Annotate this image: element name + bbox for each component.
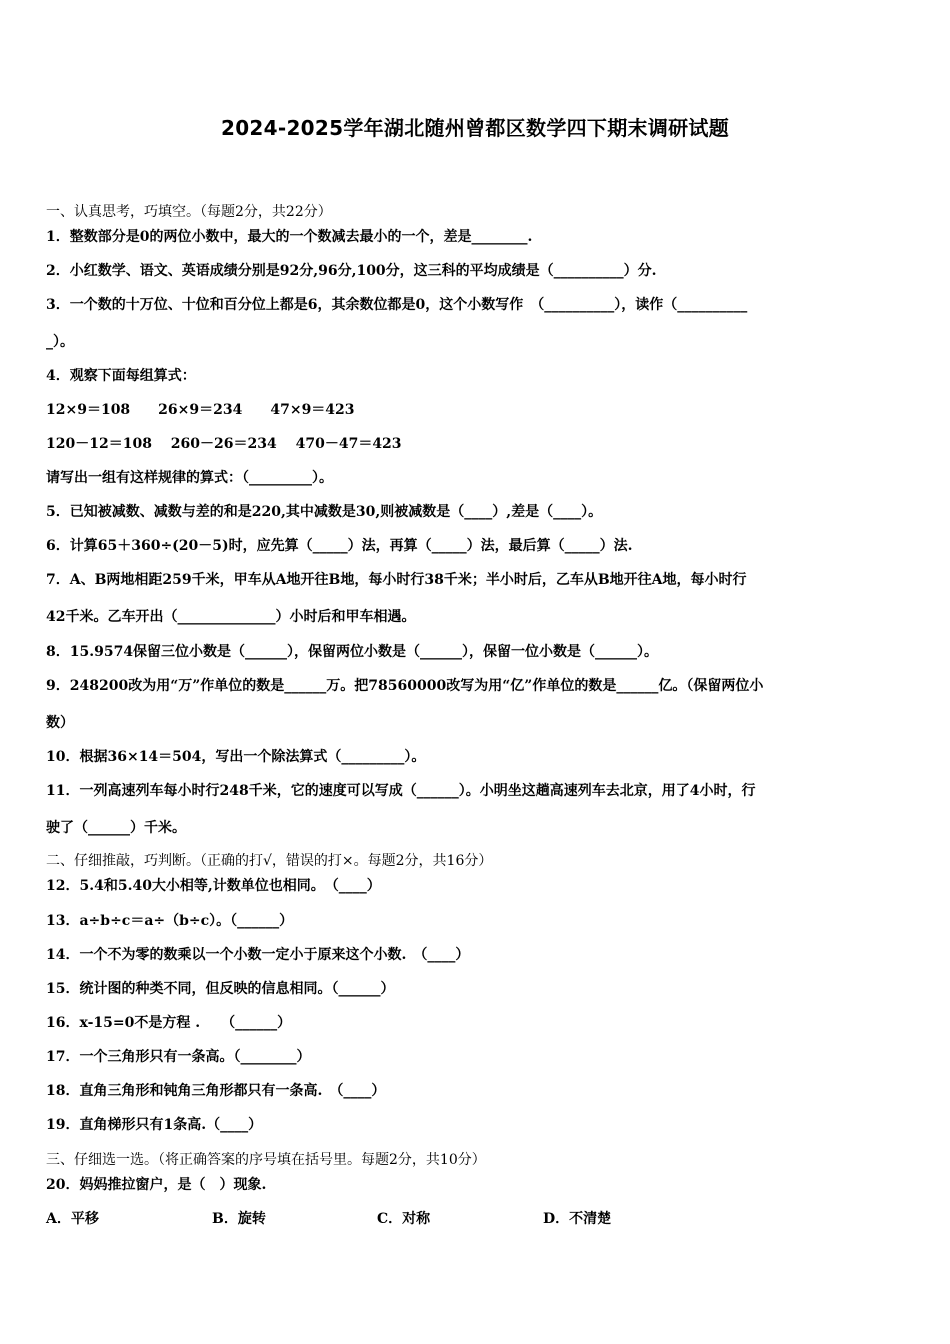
- question-15: 15．统计图的种类不同，但反映的信息相同。（______）: [46, 981, 395, 997]
- question-7: 7．A、B两地相距259千米，甲车从A地开往B地，每小时行38千米；半小时后，乙车从B地开往A地，每小时行: [46, 572, 747, 588]
- section-1-heading: 一、认真思考，巧填空。（每题2分，共22分）: [46, 204, 332, 220]
- question-3-cont: _）。: [46, 334, 74, 350]
- question-16: 16．x-15=0不是方程 . （______）: [46, 1015, 292, 1031]
- option-b: B．旋转: [212, 1211, 266, 1227]
- question-6: 6．计算65＋360÷(20－5)时，应先算（_____）法，再算（_____）法，最后算（_____）法.: [46, 538, 633, 554]
- question-13: 13．a÷b÷c＝a÷（b÷c）。（______）: [46, 913, 294, 929]
- question-9: 9．248200改为用“万”作单位的数是______万。把78560000改写为用“亿”作单位的数是______亿。（保留两位小: [46, 678, 764, 694]
- question-17: 17．一个三角形只有一条高。（________）: [46, 1049, 311, 1065]
- section-2-heading: 二、仔细推敲，巧判断。（正确的打√，错误的打×。每题2分，共16分）: [46, 853, 493, 869]
- question-20: 20．妈妈推拉窗户，是（ ）现象.: [46, 1177, 267, 1193]
- question-19: 19．直角梯形只有1条高.（____）: [46, 1117, 263, 1133]
- question-4: 4．观察下面每组算式：: [46, 368, 196, 384]
- question-4-row-2: 120－12＝108 260－26＝234 470－47＝423: [46, 436, 402, 452]
- question-4-prompt: 请写出一组有这样规律的算式：（_________）。: [46, 470, 333, 486]
- question-9-cont: 数）: [46, 715, 74, 731]
- question-11: 11．一列高速列车每小时行248千米，它的速度可以写成（______）。小明坐这趟高速列车去北京，用了4小时，行: [46, 783, 756, 799]
- page-title: 2024-2025学年湖北随州曾都区数学四下期末调研试题: [220, 116, 730, 140]
- option-c: C．对称: [377, 1211, 431, 1227]
- question-11-cont: 驶了（______）千米。: [46, 820, 186, 836]
- question-1: 1．整数部分是0的两位小数中，最大的一个数减去最小的一个，差是________.: [46, 229, 533, 245]
- question-7-cont: 42千米。乙车开出（______________）小时后和甲车相遇。: [46, 609, 416, 625]
- question-18: 18．直角三角形和钝角三角形都只有一条高. （____）: [46, 1083, 386, 1099]
- option-a: A．平移: [46, 1211, 99, 1227]
- question-14: 14．一个不为零的数乘以一个小数一定小于原来这个小数. （____）: [46, 947, 470, 963]
- question-3: 3．一个数的十万位、十位和百分位上都是6，其余数位都是0，这个小数写作 （__________），读作（__________: [46, 297, 748, 313]
- section-3-heading: 三、仔细选一选。（将正确答案的序号填在括号里。每题2分，共10分）: [46, 1152, 486, 1168]
- question-2: 2．小红数学、语文、英语成绩分别是92分,96分,100分，这三科的平均成绩是（__________）分.: [46, 263, 657, 279]
- question-4-row-1: 12×9＝108 26×9＝234 47×9＝423: [46, 402, 355, 418]
- option-d: D．不清楚: [543, 1211, 612, 1227]
- question-12: 12．5.4和5.40大小相等,计数单位也相同。 （____）: [46, 878, 381, 894]
- question-5: 5．已知被减数、减数与差的和是220,其中减数是30,则被减数是（____）,差是（____）。: [46, 504, 603, 520]
- question-8: 8．15.9574保留三位小数是（______），保留两位小数是（______），保留一位小数是（______）。: [46, 644, 659, 660]
- question-10: 10．根据36×14＝504，写出一个除法算式（_________）。: [46, 749, 426, 765]
